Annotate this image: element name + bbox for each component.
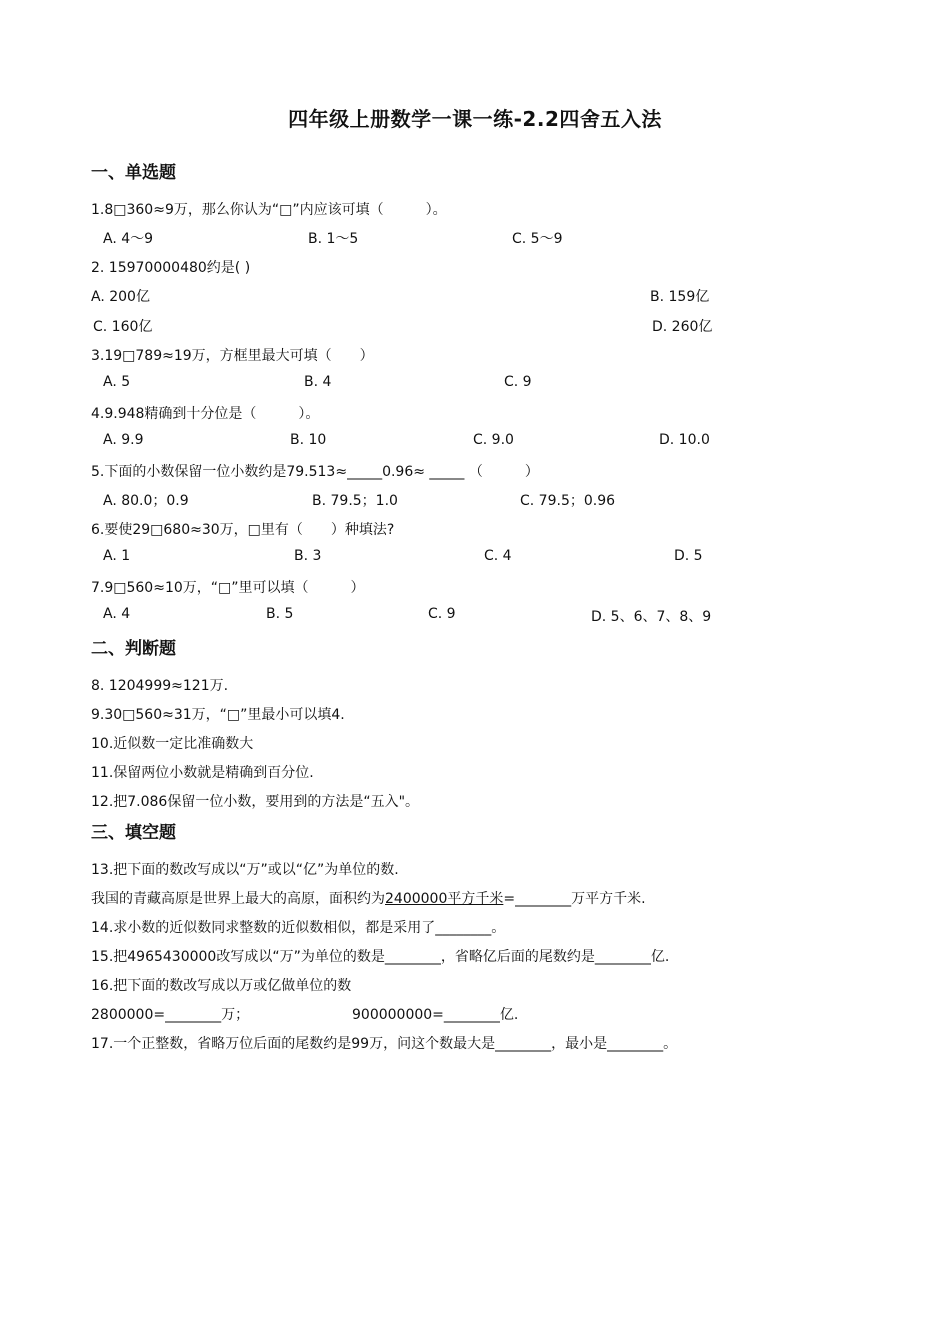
- question-17: 17.一个正整数，省略万位后面的尾数约是99万，问这个数最大是________，最小是________。: [91, 1036, 678, 1052]
- question-6: 6.要使29□680≈30万，□里有（ ）种填法?: [91, 522, 395, 538]
- question-1: 1.8□360≈9万，那么你认为“□”内应该可填（ ）。: [91, 202, 447, 218]
- question-4: 4.9.948精确到十分位是（ ）。: [91, 406, 320, 422]
- question-13-prompt: 13.把下面的数改写成以“万”或以“亿”为单位的数.: [91, 862, 399, 878]
- question-15: 15.把4965430000改写成以“万”为单位的数是________，省略亿后面的尾数约是________亿.: [91, 949, 670, 965]
- question-5-option-c: C. 79.5；0.96: [520, 493, 616, 509]
- question-5: 5.下面的小数保留一位小数约是79.513≈_____0.96≈ _____ （ ）: [91, 464, 539, 480]
- question-7-option-c: C. 9: [428, 606, 456, 622]
- question-9: 9.30□560≈31万，“□”里最小可以填4.: [91, 707, 345, 723]
- question-7-option-a: A. 4: [103, 606, 131, 622]
- question-3-option-b: B. 4: [304, 374, 332, 390]
- question-7-option-b: B. 5: [266, 606, 294, 622]
- question-6-option-d: D. 5: [674, 548, 703, 564]
- question-13-statement: [91, 888, 646, 908]
- question-7-option-d: D. 5、6、7、8、9: [591, 609, 712, 625]
- page-title: 四年级上册数学一课一练-2.2四舍五入法: [288, 107, 662, 131]
- question-2-option-b: B. 159亿: [650, 289, 710, 305]
- question-1-option-b: B. 1～5: [308, 231, 359, 247]
- question-13-underlined-area: 2400000平方千米: [385, 891, 504, 907]
- section-heading-single-choice: 一、单选题: [91, 163, 176, 183]
- question-2: 2. 15970000480约是( ): [91, 260, 251, 276]
- question-11: 11.保留两位小数就是精确到百分位.: [91, 765, 314, 781]
- question-2-option-d: D. 260亿: [652, 319, 713, 335]
- question-16-prompt: 16.把下面的数改写成以万或亿做单位的数: [91, 978, 352, 994]
- question-12: 12.把7.086保留一位小数，要用到的方法是“五入"。: [91, 794, 420, 810]
- question-16-part-left: 2800000=________万；: [91, 1007, 250, 1023]
- question-6-option-a: A. 1: [103, 548, 131, 564]
- question-3-option-c: C. 9: [504, 374, 532, 390]
- question-4-option-c: C. 9.0: [473, 432, 514, 448]
- question-5-option-a: A. 80.0；0.9: [103, 493, 189, 509]
- question-4-option-b: B. 10: [290, 432, 327, 448]
- question-3-option-a: A. 5: [103, 374, 131, 390]
- question-13-blank: =________万平方千米.: [503, 891, 646, 907]
- question-10: 10.近似数一定比准确数大: [91, 736, 254, 752]
- question-8: 8. 1204999≈121万.: [91, 678, 229, 694]
- question-4-option-a: A. 9.9: [103, 432, 144, 448]
- question-6-option-c: C. 4: [484, 548, 512, 564]
- question-14: 14.求小数的近似数同求整数的近似数相似，都是采用了________。: [91, 920, 506, 936]
- question-6-option-b: B. 3: [294, 548, 322, 564]
- section-heading-true-false: 二、判断题: [91, 639, 176, 659]
- question-1-option-a: A. 4～9: [103, 231, 154, 247]
- question-16-part-right: 900000000=________亿.: [352, 1007, 519, 1023]
- question-3: 3.19□789≈19万，方框里最大可填（ ）: [91, 348, 374, 364]
- question-5-option-b: B. 79.5；1.0: [312, 493, 398, 509]
- question-7: 7.9□560≈10万，“□”里可以填（ ）: [91, 580, 365, 596]
- section-heading-fill-blank: 三、填空题: [91, 823, 176, 843]
- question-2-option-a: A. 200亿: [91, 289, 150, 305]
- question-4-option-d: D. 10.0: [659, 432, 710, 448]
- question-13-statement-text: 我国的青藏高原是世界上最大的高原，面积约为: [91, 891, 385, 907]
- question-2-option-c: C. 160亿: [93, 319, 153, 335]
- question-1-option-c: C. 5～9: [512, 231, 563, 247]
